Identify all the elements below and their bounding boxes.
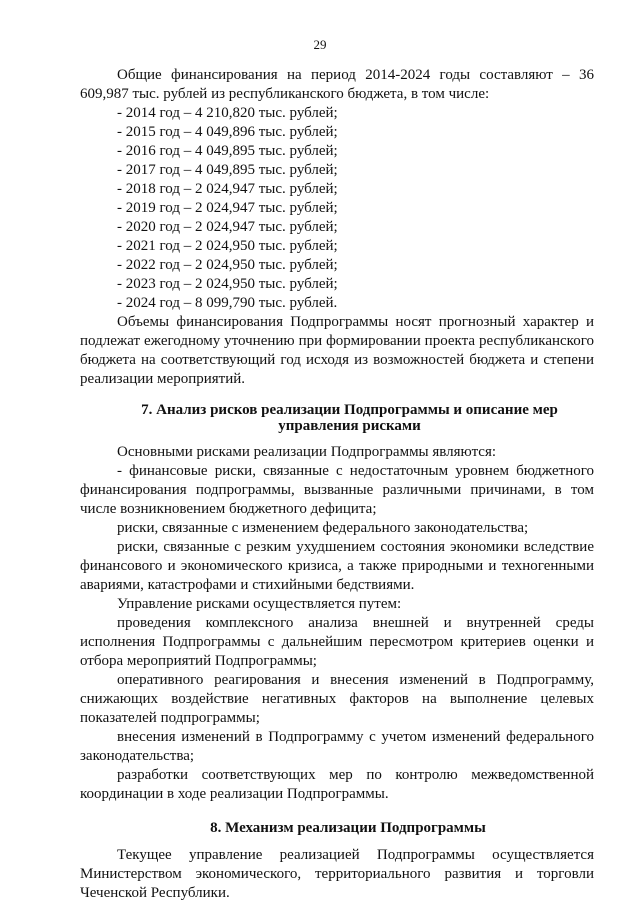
list-item: - 2023 год – 2 024,950 тыс. рублей;: [117, 276, 338, 292]
list-item: - 2020 год – 2 024,947 тыс. рублей;: [117, 219, 338, 235]
financing-by-year-list: [80, 104, 594, 313]
section-8-heading: 8. Механизм реализации Подпрограммы: [210, 820, 486, 836]
section-8-paragraph: Текущее управление реализацией Подпрограммы осуществляется Министерством экономического, территориального развития и торговли Чеченской Республики.: [80, 847, 594, 901]
list-item: - 2021 год – 2 024,950 тыс. рублей;: [117, 238, 338, 254]
list-item: - 2014 год – 4 210,820 тыс. рублей;: [117, 105, 338, 121]
list-item: - 2016 год – 4 049,895 тыс. рублей;: [117, 143, 338, 159]
list-item: - 2024 год – 8 099,790 тыс. рублей.: [117, 295, 338, 311]
list-item: - 2018 год – 2 024,947 тыс. рублей;: [117, 181, 338, 197]
page-content: [80, 66, 594, 903]
section-7-paragraph: разработки соответствующих мер по контролю межведомственной координации в ходе реализации Подпрограммы.: [80, 767, 594, 802]
section-7-paragraph: проведения комплексного анализа внешней и внутренней среды исполнения Подпрограммы с дальнейшим пересмотром критериев оценки и отбора мероприятий Подпрограммы;: [80, 615, 594, 669]
section-7-paragraph: оперативного реагирования и внесения изменений в Подпрограмму, снижающих воздействие негативных факторов на выполнение целевых показателей подпрограммы;: [80, 672, 594, 726]
list-item: - 2017 год – 4 049,895 тыс. рублей;: [117, 162, 338, 178]
section-7-paragraph: риски, связанные с резким ухудшением состояния экономики вследствие финансового и экономического кризиса, а также природными и техногенными авариями, катастрофами и стихийными бедствиями.: [80, 539, 594, 593]
section-7-paragraph: внесения изменений в Подпрограмму с учетом изменений федерального законодательства;: [80, 729, 594, 764]
section-7-paragraph: риски, связанные с изменением федерального законодательства;: [117, 520, 529, 536]
financing-intro: Общие финансирования на период 2014-2024 годы составляют – 36 609,987 тыс. рублей из республиканского бюджета, в том числе:: [80, 67, 594, 102]
section-7-paragraph: Управление рисками осуществляется путем:: [117, 596, 402, 612]
volumes-note: Объемы финансирования Подпрограммы носят прогнозный характер и подлежат ежегодному уточнению при формировании проекта республиканского бюджета на соответствующий год исходя из возможностей бюджета и степени реализации мероприятий.: [80, 314, 594, 387]
section-7-paragraph: Основными рисками реализации Подпрограммы являются:: [117, 444, 497, 460]
list-item: - 2019 год – 2 024,947 тыс. рублей;: [117, 200, 338, 216]
list-item: - 2022 год – 2 024,950 тыс. рублей;: [117, 257, 338, 273]
section-7-heading: 7. Анализ рисков реализации Подпрограммы и описание мер управления рисками: [141, 402, 558, 434]
list-item: - 2015 год – 4 049,896 тыс. рублей;: [117, 124, 338, 140]
section-7-paragraph: - финансовые риски, связанные с недостаточным уровнем бюджетного финансирования подпрограммы, вызванные различными причинами, в том числе возникновением бюджетного дефицита;: [80, 463, 594, 517]
page-number: 29: [313, 37, 327, 52]
